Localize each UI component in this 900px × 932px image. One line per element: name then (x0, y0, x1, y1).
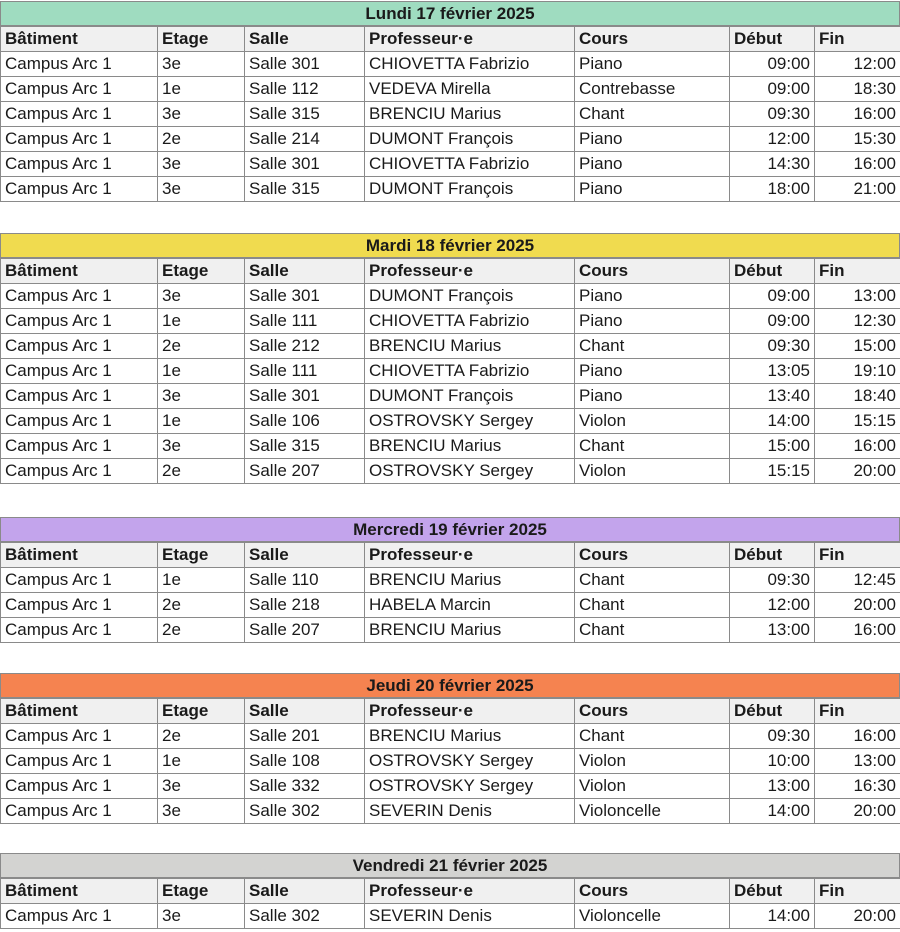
header-row (1, 259, 900, 284)
column-header-fin: Fin (815, 259, 900, 284)
professeur-cell: BRENCIU Marius (365, 334, 575, 359)
professeur-cell: CHIOVETTA Fabrizio (365, 309, 575, 334)
column-header-etage: Etage (158, 543, 245, 568)
debut-cell: 14:00 (730, 409, 815, 434)
column-header-debut: Début (730, 699, 815, 724)
salle-cell: Salle 301 (245, 284, 365, 309)
professeur-cell: DUMONT François (365, 284, 575, 309)
day-section (0, 517, 900, 643)
column-header-professeur: Professeur·e (365, 27, 575, 52)
debut-cell: 13:40 (730, 384, 815, 409)
cours-cell: Contrebasse (575, 77, 730, 102)
debut-cell: 09:00 (730, 284, 815, 309)
day-section (0, 853, 900, 929)
etage-cell: 1e (158, 568, 245, 593)
batiment-cell: Campus Arc 1 (1, 102, 158, 127)
debut-cell: 13:05 (730, 359, 815, 384)
table-row (1, 177, 900, 202)
professeur-cell: OSTROVSKY Sergey (365, 459, 575, 484)
debut-cell: 09:30 (730, 568, 815, 593)
column-header-fin: Fin (815, 543, 900, 568)
cours-cell: Chant (575, 593, 730, 618)
day-title: Vendredi 21 février 2025 (0, 853, 900, 878)
column-header-etage: Etage (158, 27, 245, 52)
etage-cell: 3e (158, 799, 245, 824)
schedule-table (0, 258, 900, 484)
table-row (1, 568, 900, 593)
salle-cell: Salle 218 (245, 593, 365, 618)
batiment-cell: Campus Arc 1 (1, 177, 158, 202)
batiment-cell: Campus Arc 1 (1, 593, 158, 618)
day-section (0, 233, 900, 484)
etage-cell: 3e (158, 384, 245, 409)
fin-cell: 15:00 (815, 334, 900, 359)
table-row (1, 359, 900, 384)
salle-cell: Salle 315 (245, 102, 365, 127)
fin-cell: 21:00 (815, 177, 900, 202)
day-title: Mardi 18 février 2025 (0, 233, 900, 258)
batiment-cell: Campus Arc 1 (1, 618, 158, 643)
column-header-cours: Cours (575, 879, 730, 904)
batiment-cell: Campus Arc 1 (1, 127, 158, 152)
table-row (1, 309, 900, 334)
column-header-etage: Etage (158, 699, 245, 724)
schedule-table (0, 26, 900, 202)
cours-cell: Chant (575, 724, 730, 749)
batiment-cell: Campus Arc 1 (1, 334, 158, 359)
salle-cell: Salle 110 (245, 568, 365, 593)
fin-cell: 16:00 (815, 724, 900, 749)
batiment-cell: Campus Arc 1 (1, 724, 158, 749)
fin-cell: 19:10 (815, 359, 900, 384)
debut-cell: 09:30 (730, 334, 815, 359)
cours-cell: Piano (575, 384, 730, 409)
salle-cell: Salle 301 (245, 152, 365, 177)
debut-cell: 14:00 (730, 799, 815, 824)
debut-cell: 12:00 (730, 593, 815, 618)
cours-cell: Violoncelle (575, 799, 730, 824)
cours-cell: Piano (575, 127, 730, 152)
professeur-cell: DUMONT François (365, 177, 575, 202)
column-header-debut: Début (730, 27, 815, 52)
batiment-cell: Campus Arc 1 (1, 434, 158, 459)
table-row (1, 384, 900, 409)
table-row (1, 409, 900, 434)
debut-cell: 18:00 (730, 177, 815, 202)
fin-cell: 18:30 (815, 77, 900, 102)
salle-cell: Salle 212 (245, 334, 365, 359)
schedule-table (0, 878, 900, 929)
professeur-cell: BRENCIU Marius (365, 102, 575, 127)
schedule-table (0, 542, 900, 643)
etage-cell: 2e (158, 459, 245, 484)
cours-cell: Chant (575, 102, 730, 127)
debut-cell: 12:00 (730, 127, 815, 152)
column-header-etage: Etage (158, 259, 245, 284)
column-header-cours: Cours (575, 543, 730, 568)
column-header-salle: Salle (245, 259, 365, 284)
cours-cell: Piano (575, 152, 730, 177)
column-header-batiment: Bâtiment (1, 27, 158, 52)
column-header-cours: Cours (575, 259, 730, 284)
fin-cell: 20:00 (815, 904, 900, 929)
salle-cell: Salle 106 (245, 409, 365, 434)
column-header-fin: Fin (815, 27, 900, 52)
etage-cell: 2e (158, 724, 245, 749)
debut-cell: 13:00 (730, 774, 815, 799)
salle-cell: Salle 301 (245, 384, 365, 409)
table-row (1, 774, 900, 799)
fin-cell: 16:30 (815, 774, 900, 799)
fin-cell: 16:00 (815, 434, 900, 459)
batiment-cell: Campus Arc 1 (1, 459, 158, 484)
debut-cell: 15:15 (730, 459, 815, 484)
etage-cell: 3e (158, 152, 245, 177)
fin-cell: 13:00 (815, 284, 900, 309)
etage-cell: 1e (158, 749, 245, 774)
batiment-cell: Campus Arc 1 (1, 904, 158, 929)
fin-cell: 12:00 (815, 52, 900, 77)
cours-cell: Piano (575, 309, 730, 334)
etage-cell: 1e (158, 359, 245, 384)
column-header-fin: Fin (815, 699, 900, 724)
cours-cell: Violon (575, 774, 730, 799)
fin-cell: 20:00 (815, 593, 900, 618)
batiment-cell: Campus Arc 1 (1, 774, 158, 799)
fin-cell: 12:30 (815, 309, 900, 334)
cours-cell: Chant (575, 434, 730, 459)
professeur-cell: CHIOVETTA Fabrizio (365, 52, 575, 77)
etage-cell: 1e (158, 77, 245, 102)
etage-cell: 3e (158, 434, 245, 459)
header-row (1, 879, 900, 904)
professeur-cell: BRENCIU Marius (365, 618, 575, 643)
fin-cell: 13:00 (815, 749, 900, 774)
salle-cell: Salle 302 (245, 799, 365, 824)
header-row (1, 27, 900, 52)
cours-cell: Chant (575, 568, 730, 593)
professeur-cell: OSTROVSKY Sergey (365, 774, 575, 799)
salle-cell: Salle 201 (245, 724, 365, 749)
salle-cell: Salle 214 (245, 127, 365, 152)
salle-cell: Salle 301 (245, 52, 365, 77)
professeur-cell: VEDEVA Mirella (365, 77, 575, 102)
fin-cell: 15:30 (815, 127, 900, 152)
table-row (1, 152, 900, 177)
table-row (1, 459, 900, 484)
debut-cell: 10:00 (730, 749, 815, 774)
table-row (1, 102, 900, 127)
column-header-cours: Cours (575, 27, 730, 52)
batiment-cell: Campus Arc 1 (1, 52, 158, 77)
table-row (1, 799, 900, 824)
fin-cell: 16:00 (815, 102, 900, 127)
table-row (1, 593, 900, 618)
cours-cell: Violoncelle (575, 904, 730, 929)
table-row (1, 127, 900, 152)
table-row (1, 724, 900, 749)
debut-cell: 14:00 (730, 904, 815, 929)
table-row (1, 77, 900, 102)
professeur-cell: DUMONT François (365, 384, 575, 409)
cours-cell: Piano (575, 52, 730, 77)
cours-cell: Piano (575, 359, 730, 384)
cours-cell: Chant (575, 618, 730, 643)
cours-cell: Chant (575, 334, 730, 359)
column-header-professeur: Professeur·e (365, 259, 575, 284)
professeur-cell: CHIOVETTA Fabrizio (365, 359, 575, 384)
professeur-cell: BRENCIU Marius (365, 434, 575, 459)
cours-cell: Piano (575, 284, 730, 309)
table-row (1, 434, 900, 459)
column-header-debut: Début (730, 259, 815, 284)
cours-cell: Piano (575, 177, 730, 202)
professeur-cell: SEVERIN Denis (365, 799, 575, 824)
salle-cell: Salle 112 (245, 77, 365, 102)
table-row (1, 334, 900, 359)
column-header-professeur: Professeur·e (365, 699, 575, 724)
debut-cell: 09:30 (730, 102, 815, 127)
header-row (1, 699, 900, 724)
salle-cell: Salle 332 (245, 774, 365, 799)
table-row (1, 52, 900, 77)
batiment-cell: Campus Arc 1 (1, 77, 158, 102)
salle-cell: Salle 111 (245, 309, 365, 334)
etage-cell: 3e (158, 52, 245, 77)
fin-cell: 20:00 (815, 459, 900, 484)
etage-cell: 2e (158, 334, 245, 359)
column-header-salle: Salle (245, 27, 365, 52)
table-row (1, 749, 900, 774)
salle-cell: Salle 207 (245, 618, 365, 643)
etage-cell: 2e (158, 618, 245, 643)
batiment-cell: Campus Arc 1 (1, 384, 158, 409)
professeur-cell: BRENCIU Marius (365, 568, 575, 593)
salle-cell: Salle 302 (245, 904, 365, 929)
column-header-debut: Début (730, 879, 815, 904)
etage-cell: 3e (158, 177, 245, 202)
cours-cell: Violon (575, 409, 730, 434)
day-title: Jeudi 20 février 2025 (0, 673, 900, 698)
debut-cell: 15:00 (730, 434, 815, 459)
batiment-cell: Campus Arc 1 (1, 359, 158, 384)
professeur-cell: HABELA Marcin (365, 593, 575, 618)
batiment-cell: Campus Arc 1 (1, 799, 158, 824)
debut-cell: 09:00 (730, 52, 815, 77)
professeur-cell: DUMONT François (365, 127, 575, 152)
column-header-professeur: Professeur·e (365, 543, 575, 568)
column-header-etage: Etage (158, 879, 245, 904)
schedule-table (0, 698, 900, 824)
salle-cell: Salle 111 (245, 359, 365, 384)
batiment-cell: Campus Arc 1 (1, 309, 158, 334)
professeur-cell: CHIOVETTA Fabrizio (365, 152, 575, 177)
debut-cell: 09:30 (730, 724, 815, 749)
day-section (0, 1, 900, 202)
fin-cell: 16:00 (815, 618, 900, 643)
day-title: Lundi 17 février 2025 (0, 1, 900, 26)
etage-cell: 2e (158, 127, 245, 152)
etage-cell: 3e (158, 904, 245, 929)
column-header-debut: Début (730, 543, 815, 568)
header-row (1, 543, 900, 568)
column-header-salle: Salle (245, 879, 365, 904)
column-header-batiment: Bâtiment (1, 259, 158, 284)
batiment-cell: Campus Arc 1 (1, 568, 158, 593)
column-header-salle: Salle (245, 543, 365, 568)
fin-cell: 15:15 (815, 409, 900, 434)
salle-cell: Salle 108 (245, 749, 365, 774)
table-row (1, 904, 900, 929)
etage-cell: 3e (158, 102, 245, 127)
batiment-cell: Campus Arc 1 (1, 152, 158, 177)
column-header-professeur: Professeur·e (365, 879, 575, 904)
column-header-batiment: Bâtiment (1, 879, 158, 904)
table-row (1, 618, 900, 643)
day-section (0, 673, 900, 824)
professeur-cell: BRENCIU Marius (365, 724, 575, 749)
debut-cell: 14:30 (730, 152, 815, 177)
column-header-fin: Fin (815, 879, 900, 904)
salle-cell: Salle 315 (245, 434, 365, 459)
fin-cell: 12:45 (815, 568, 900, 593)
professeur-cell: SEVERIN Denis (365, 904, 575, 929)
cours-cell: Violon (575, 459, 730, 484)
professeur-cell: OSTROVSKY Sergey (365, 749, 575, 774)
cours-cell: Violon (575, 749, 730, 774)
fin-cell: 20:00 (815, 799, 900, 824)
batiment-cell: Campus Arc 1 (1, 284, 158, 309)
column-header-cours: Cours (575, 699, 730, 724)
fin-cell: 16:00 (815, 152, 900, 177)
column-header-batiment: Bâtiment (1, 543, 158, 568)
etage-cell: 1e (158, 409, 245, 434)
debut-cell: 13:00 (730, 618, 815, 643)
salle-cell: Salle 315 (245, 177, 365, 202)
etage-cell: 1e (158, 309, 245, 334)
batiment-cell: Campus Arc 1 (1, 409, 158, 434)
etage-cell: 3e (158, 774, 245, 799)
debut-cell: 09:00 (730, 77, 815, 102)
salle-cell: Salle 207 (245, 459, 365, 484)
column-header-salle: Salle (245, 699, 365, 724)
debut-cell: 09:00 (730, 309, 815, 334)
fin-cell: 18:40 (815, 384, 900, 409)
table-row (1, 284, 900, 309)
etage-cell: 3e (158, 284, 245, 309)
batiment-cell: Campus Arc 1 (1, 749, 158, 774)
etage-cell: 2e (158, 593, 245, 618)
column-header-batiment: Bâtiment (1, 699, 158, 724)
day-title: Mercredi 19 février 2025 (0, 517, 900, 542)
professeur-cell: OSTROVSKY Sergey (365, 409, 575, 434)
